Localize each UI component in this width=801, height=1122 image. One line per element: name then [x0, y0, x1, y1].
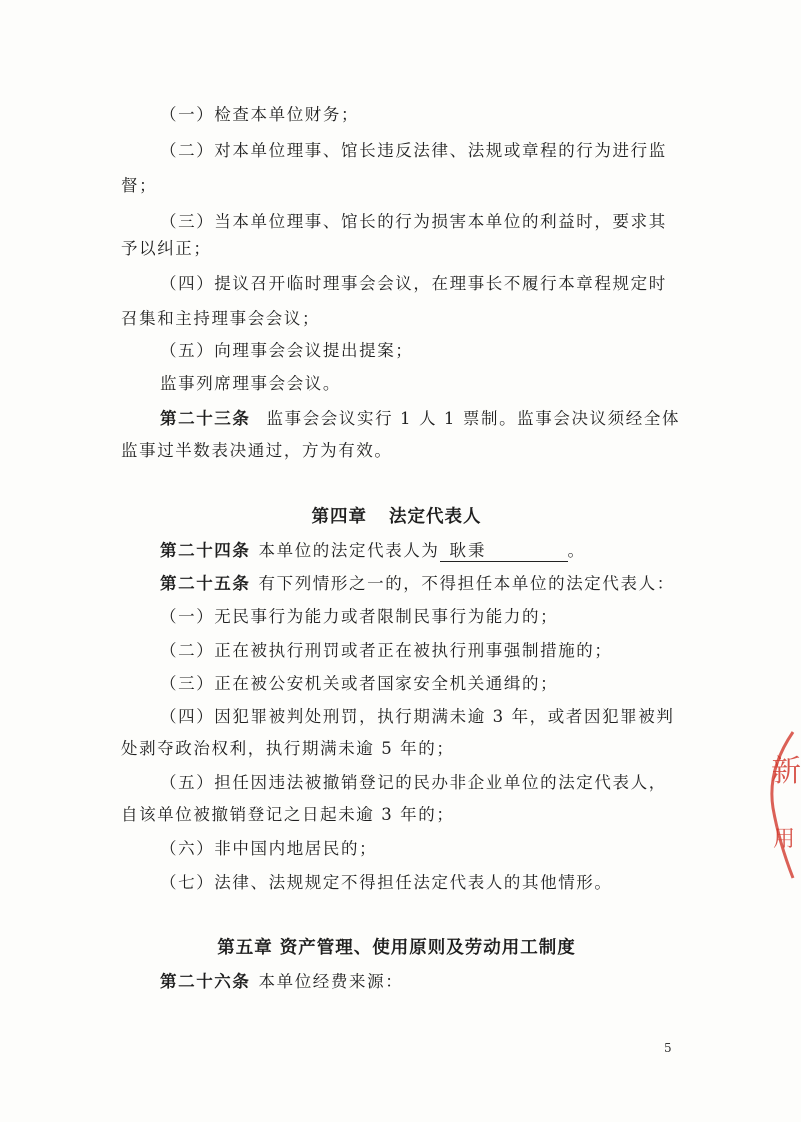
seal-char-2: 用: [773, 827, 796, 852]
para-supervisor-attend: 监事列席理事会会议。: [160, 374, 341, 393]
article-24-text: 本单位的法定代表人为: [258, 541, 440, 560]
condition-4: （四）因犯罪被判处刑罚，执行期满未逾 3 年，或者因犯罪被判: [160, 707, 675, 726]
article-25: [160, 574, 675, 594]
article-23-text: 监事会会议实行 1 人 1 票制。监事会决议须经全体: [266, 409, 681, 428]
para-item-4: （四）提议召开临时理事会会议，在理事长不履行本章程规定时: [160, 274, 667, 293]
para-item-5: （五）向理事会会议提出提案；: [160, 341, 414, 360]
para-item-1: （一）检查本单位财务；: [160, 105, 360, 124]
legal-representative-name: 耿秉: [440, 541, 568, 562]
article-26-title: 第二十六条: [160, 972, 251, 991]
para-item-4-cont: 召集和主持理事会会议；: [121, 309, 321, 328]
para-item-3-cont: 予以纠正；: [121, 239, 212, 258]
para-item-3: （三）当本单位理事、馆长的行为损害本单位的利益时，要求其: [160, 212, 667, 231]
article-26: [160, 972, 403, 992]
article-25-title: 第二十五条: [160, 574, 251, 593]
chapter-5-heading: 第五章 资产管理、使用原则及劳动用工制度: [217, 938, 576, 958]
chapter-4-title: 法定代表人: [389, 507, 482, 527]
condition-5: （五）担任因违法被撤销登记的民办非企业单位的法定代表人，: [160, 773, 667, 792]
article-24: [160, 541, 586, 562]
page-number: 5: [664, 1041, 672, 1055]
condition-7: （七）法律、法规规定不得担任法定代表人的其他情形。: [160, 873, 613, 892]
condition-6: （六）非中国内地居民的；: [160, 839, 378, 858]
article-24-title: 第二十四条: [160, 541, 251, 560]
condition-1: （一）无民事行为能力或者限制民事行为能力的；: [160, 607, 559, 626]
para-item-2: （二）对本单位理事、馆长违反法律、法规或章程的行为进行监: [160, 141, 667, 160]
condition-3: （三）正在被公安机关或者国家安全机关通缉的；: [160, 674, 559, 693]
chapter-4-number: 第四章: [311, 507, 367, 527]
seal-char-1: 新: [771, 754, 801, 789]
article-26-text: 本单位经费来源：: [258, 972, 404, 991]
article-23-title: 第二十三条: [160, 409, 251, 428]
condition-5-cont: 自该单位被撤销登记之日起未逾 3 年的；: [121, 805, 455, 824]
article-24-end: 。: [567, 541, 586, 560]
article-25-text: 有下列情形之一的，不得担任本单位的法定代表人：: [258, 574, 675, 593]
article-23-cont: 监事过半数表决通过，方为有效。: [121, 441, 393, 460]
official-seal-fragment: [763, 730, 801, 880]
chapter-4-heading: [0, 506, 793, 528]
condition-4-cont: 处剥夺政治权利，执行期满未逾 5 年的；: [121, 739, 455, 758]
article-23: [160, 409, 680, 429]
condition-2: （二）正在被执行刑罚或者正在被执行刑事强制措施的；: [160, 641, 613, 660]
para-item-2-cont: 督；: [121, 176, 158, 195]
